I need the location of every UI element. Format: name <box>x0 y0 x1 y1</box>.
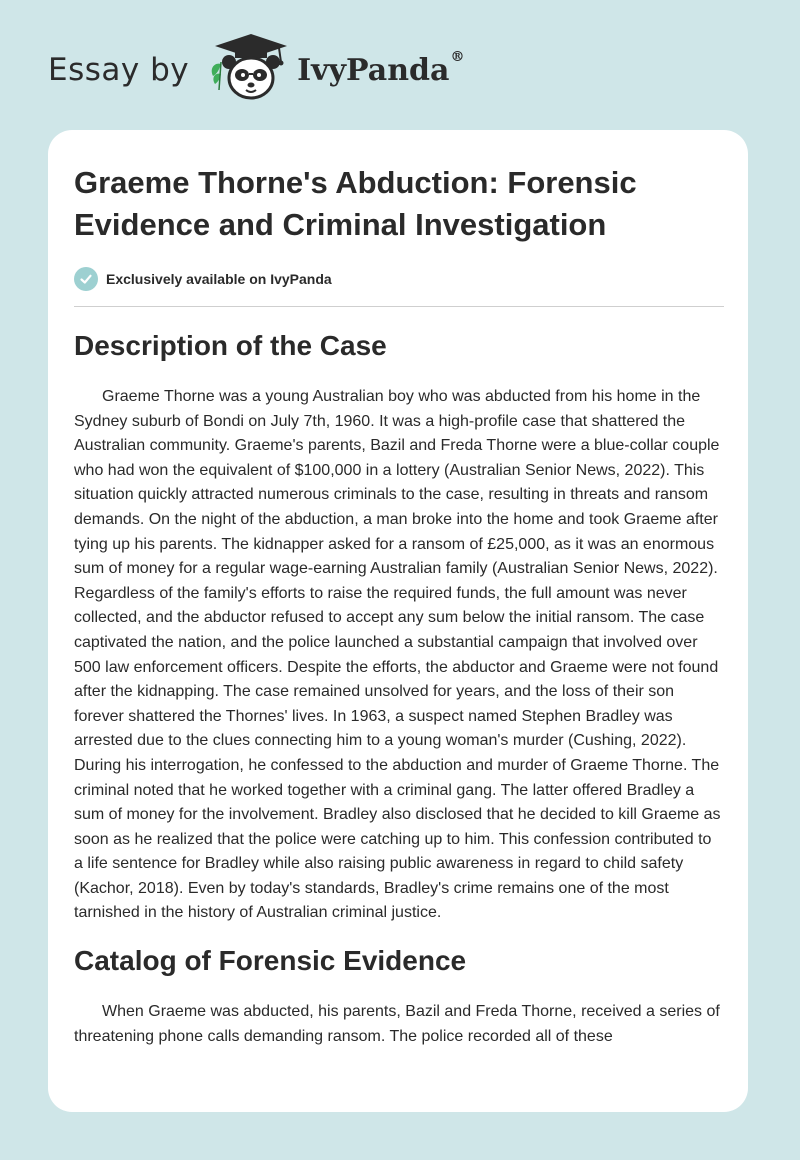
logo-brand-name <box>297 48 465 88</box>
panda-graduate-icon <box>205 32 293 102</box>
site-header <box>0 0 800 130</box>
exclusive-badge <box>74 266 724 292</box>
logo-prefix: Essay by <box>48 52 190 88</box>
essay-card <box>48 130 748 1112</box>
check-icon <box>74 267 98 291</box>
exclusive-label: Exclusively available on IvyPanda <box>106 271 332 287</box>
section-heading-catalog: Catalog of Forensic Evidence <box>74 945 467 977</box>
section-heading-description: Description of the Case <box>74 330 387 361</box>
essay-content <box>74 162 724 1049</box>
brand-name-text: IvyPanda <box>297 52 450 88</box>
ivypanda-logo[interactable] <box>48 38 464 102</box>
section-paragraph-catalog: When Graeme was abducted, his parents, Bazil and Freda Thorne, received a series of threatening phone calls demanding ransom. The police recorded all of these <box>74 1003 720 1045</box>
section-paragraph-description: Graeme Thorne was a young Australian boy who was abducted from his home in the Sydney suburb of Bondi on July 7th, 1960. It was a high-profile case that shattered the Australian community. Graeme's parents, Bazil and Freda Thorne were a blue-collar couple who had won the equivalent of $100,000 in a lottery (Australian Senior News, 2022). This situation quickly attracted numerous criminals to the case, resulting in threats and ransom demands. On the night of the abduction, a man broke into the home and took Graeme after tying up his parents. The kidnapper asked for a ransom of £25,000, as it was an enormous sum of money for a regular wage-earning Australian family (Australian Senior News, 2022). Regardless of the family's efforts to raise the required funds, the full amount was never collected, and the abductor refused to accept any sum below the initial ransom. The case captivated the nation, and the police launched a substantial campaign that involved over 500 law enforcement officers. Despite the efforts, the abductor and Graeme were not found after the kidnapping. The case remained unsolved for years, and the loss of their son forever shattered the Thornes' lives. In 1963, a suspect named Stephen Bradley was arrested due to the clues connecting him to a young woman's murder (Cushing, 2022). During his interrogation, he confessed to the abduction and murder of Graeme Thorne. The criminal noted that he worked together with a criminal gang. The latter offered Bradley a sum of money for the involvement. Bradley also disclosed that he decided to kill Graeme as soon as he realized that the police were catching up to him. This confession contributed to a life sentence for Bradley while also raising public awareness in regard to child safety (Kachor, 2018). Even by today's standards, Bradley's crime remains one of the most tarnished in the history of Australian criminal justice. <box>74 388 721 922</box>
essay-title: Graeme Thorne's Abduction: Forensic Evidence and Criminal Investigation <box>74 165 637 242</box>
registered-mark: ® <box>450 48 465 65</box>
title-divider <box>74 306 724 307</box>
